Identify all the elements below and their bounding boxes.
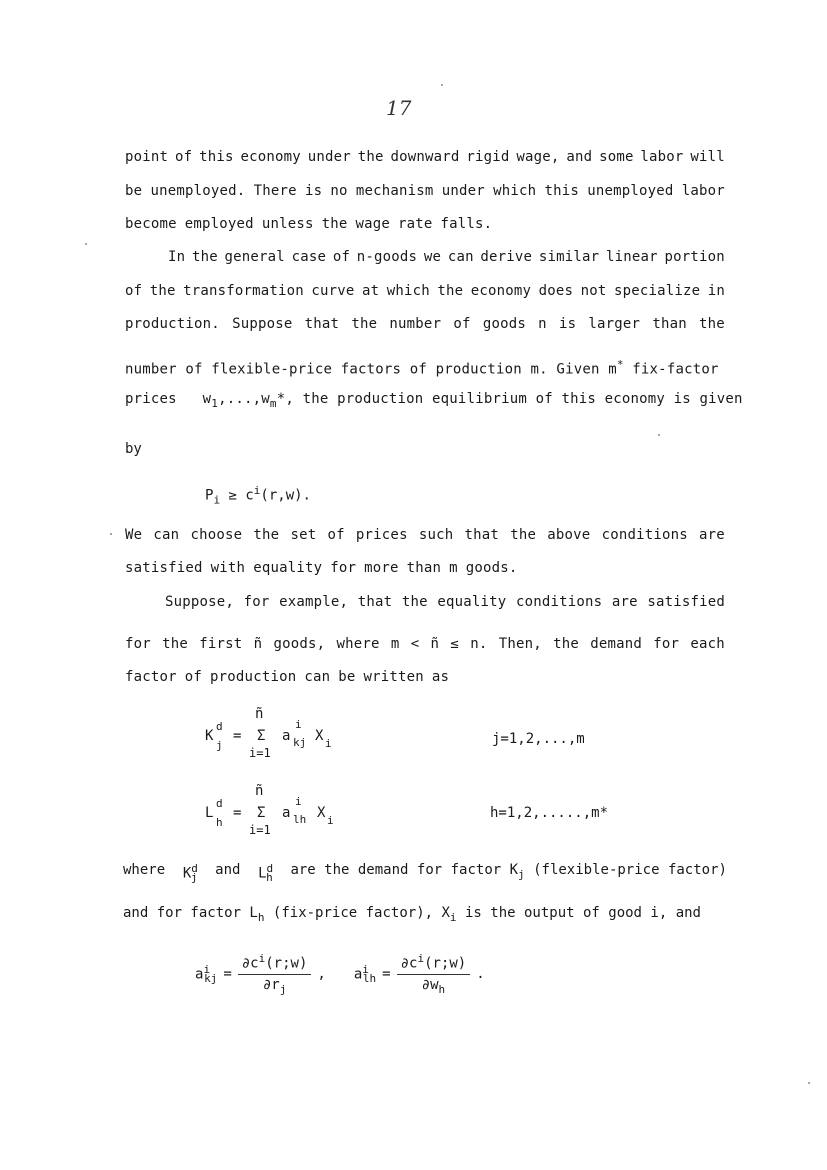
word: economy: [470, 283, 532, 299]
word: some: [599, 149, 634, 165]
word: goods: [482, 316, 526, 332]
word: for: [653, 636, 680, 652]
page-number: 17: [386, 96, 412, 120]
fraction-lh: $\frac{\partial c^i(r;w)}{\partial w_h}$: [397, 952, 471, 995]
word: larger: [588, 316, 641, 332]
word: unemployed: [587, 183, 674, 199]
word: employed: [184, 216, 254, 232]
word: point: [125, 149, 169, 165]
word: are: [611, 594, 638, 610]
text-line: [125, 216, 725, 232]
text-line: [125, 636, 725, 652]
word: where: [336, 636, 380, 652]
word: ≤: [450, 636, 460, 652]
word: above: [547, 527, 591, 543]
word: of: [332, 249, 351, 265]
word: than: [406, 560, 442, 576]
word: production: [210, 669, 297, 685]
word: demand: [590, 636, 643, 652]
word: of: [125, 283, 143, 299]
word: case: [291, 249, 327, 265]
word: as: [431, 669, 450, 685]
text-line-where: where $K^d_j$ and $L^d_h$ are the demand for factor $K_j$ (flexible-price factor): [123, 862, 727, 885]
word: the: [553, 636, 580, 652]
word: labor: [681, 183, 725, 199]
word: number: [389, 316, 442, 332]
word: m: [449, 560, 458, 576]
text-line-prices: prices $w_1,...,w_m*$, the production equilibrium of this economy is given: [125, 391, 743, 410]
word: set: [290, 527, 317, 543]
word: can: [153, 527, 180, 543]
word: written: [363, 669, 424, 685]
word: equality: [437, 594, 507, 610]
scan-speck: [110, 533, 112, 535]
word: ñ: [253, 636, 263, 652]
word: the: [191, 249, 218, 265]
equation-input-coefficients: $a^i_{kj}$ = $\frac{\partial c^i(r;w)}{\partial r_j}$ , $a^i_{lh}$ = $\frac{\partial c^i(r;w)}{\partial w_h}$ .: [195, 952, 485, 996]
word: curve: [311, 283, 355, 299]
text-line: [165, 594, 725, 610]
text-line: [125, 527, 725, 543]
word: ñ: [430, 636, 440, 652]
word: general: [224, 249, 285, 265]
scan-speck: [658, 434, 660, 436]
word: under: [307, 149, 351, 165]
word: is: [558, 316, 577, 332]
word: similar: [538, 249, 600, 265]
word: derive: [480, 249, 533, 265]
text-line: [168, 249, 725, 265]
text-line: [125, 560, 725, 576]
word: the: [437, 283, 464, 299]
equation-labor-range: h=1,2,.....,m*: [490, 805, 609, 821]
word: this: [199, 149, 234, 165]
word: In: [168, 249, 186, 265]
word: linear: [605, 249, 658, 265]
scan-speck: [808, 1082, 810, 1084]
word: the: [253, 527, 280, 543]
word: in: [707, 283, 725, 299]
text-line: [125, 669, 725, 685]
word: not: [580, 283, 607, 299]
word: will: [690, 149, 725, 165]
word: and: [566, 149, 593, 165]
text-line: [125, 316, 725, 332]
word: which: [386, 283, 430, 299]
word: for: [243, 594, 270, 610]
word: satisfied: [647, 594, 725, 610]
word: is: [304, 183, 323, 199]
word: factor: [125, 669, 177, 685]
word: this: [544, 183, 579, 199]
word: that: [304, 316, 340, 332]
word: be: [338, 669, 356, 685]
word: the: [149, 283, 176, 299]
word: which: [493, 183, 537, 199]
word: become: [125, 216, 177, 232]
word: we: [423, 249, 442, 265]
word: with: [210, 560, 246, 576]
equation-price-cost: $P_i \ge c^i(r,w)$.: [205, 484, 311, 507]
word: the: [351, 316, 378, 332]
word: transformation: [183, 283, 304, 299]
word: first: [199, 636, 243, 652]
word: There: [253, 183, 297, 199]
word: that: [464, 527, 500, 543]
word: satisfied: [125, 560, 203, 576]
word: than: [652, 316, 687, 332]
word: economy: [240, 149, 301, 165]
word: the: [162, 636, 188, 652]
word-by: by: [125, 441, 142, 457]
word: n-goods: [356, 249, 418, 265]
word: example,: [279, 594, 349, 610]
word: under: [441, 183, 485, 199]
word: goods,: [273, 636, 326, 652]
word: at: [362, 283, 380, 299]
word: <: [410, 636, 420, 652]
word: wage,: [516, 149, 560, 165]
word: the: [699, 316, 725, 332]
word: of: [184, 669, 203, 685]
word: are: [699, 527, 725, 543]
text-line-number-of: number of flexible-price factors of production m. Given m* fix-factor: [125, 358, 719, 378]
text-line: [125, 283, 725, 299]
word: wage: [355, 216, 390, 232]
word: unemployed.: [150, 183, 246, 199]
word: production.: [125, 316, 220, 332]
word: the: [401, 594, 428, 610]
word: equality: [253, 560, 323, 576]
word: for: [125, 636, 151, 652]
word: that: [357, 594, 393, 610]
word: n: [538, 316, 547, 332]
word: downward: [390, 149, 460, 165]
word: Suppose: [232, 316, 293, 332]
word: rate: [398, 216, 433, 232]
word: conditions: [515, 594, 603, 610]
text-line: [125, 149, 725, 165]
word: goods.: [465, 560, 518, 576]
word: of: [327, 527, 345, 543]
word: more: [364, 560, 399, 576]
fraction-kj: $\frac{\partial c^i(r;w)}{\partial r_j}$: [238, 952, 312, 995]
word: does: [538, 283, 574, 299]
word: be: [125, 183, 143, 199]
word: prices: [355, 527, 408, 543]
word: Suppose,: [165, 594, 235, 610]
word: can: [447, 249, 474, 265]
word: mechanism: [355, 183, 434, 199]
word: the: [510, 527, 537, 543]
word: We: [125, 527, 143, 543]
word: rigid: [466, 149, 510, 165]
word: portion: [664, 249, 725, 265]
word: for: [330, 560, 357, 576]
word: can: [304, 669, 331, 685]
word: the: [357, 149, 384, 165]
word: unless: [261, 216, 314, 232]
word: conditions: [601, 527, 688, 543]
word: Then,: [498, 636, 542, 652]
scan-speck: [441, 84, 443, 86]
text-line: [125, 183, 725, 199]
word: the: [321, 216, 348, 232]
word: choose: [190, 527, 243, 543]
word: falls.: [440, 216, 493, 232]
word: n.: [470, 636, 488, 652]
word: such: [418, 527, 454, 543]
text-line-factor: and for factor $L_h$ (fix-price factor), $X_i$ is the output of good i, and: [123, 905, 701, 924]
word: each: [690, 636, 725, 652]
word: specialize: [613, 283, 701, 299]
scan-speck: [85, 243, 87, 245]
word: of: [453, 316, 471, 332]
word: labor: [640, 149, 684, 165]
word: m: [390, 636, 400, 652]
equation-capital-range: j=1,2,...,m: [492, 731, 585, 747]
word: no: [330, 183, 348, 199]
word: of: [175, 149, 193, 165]
